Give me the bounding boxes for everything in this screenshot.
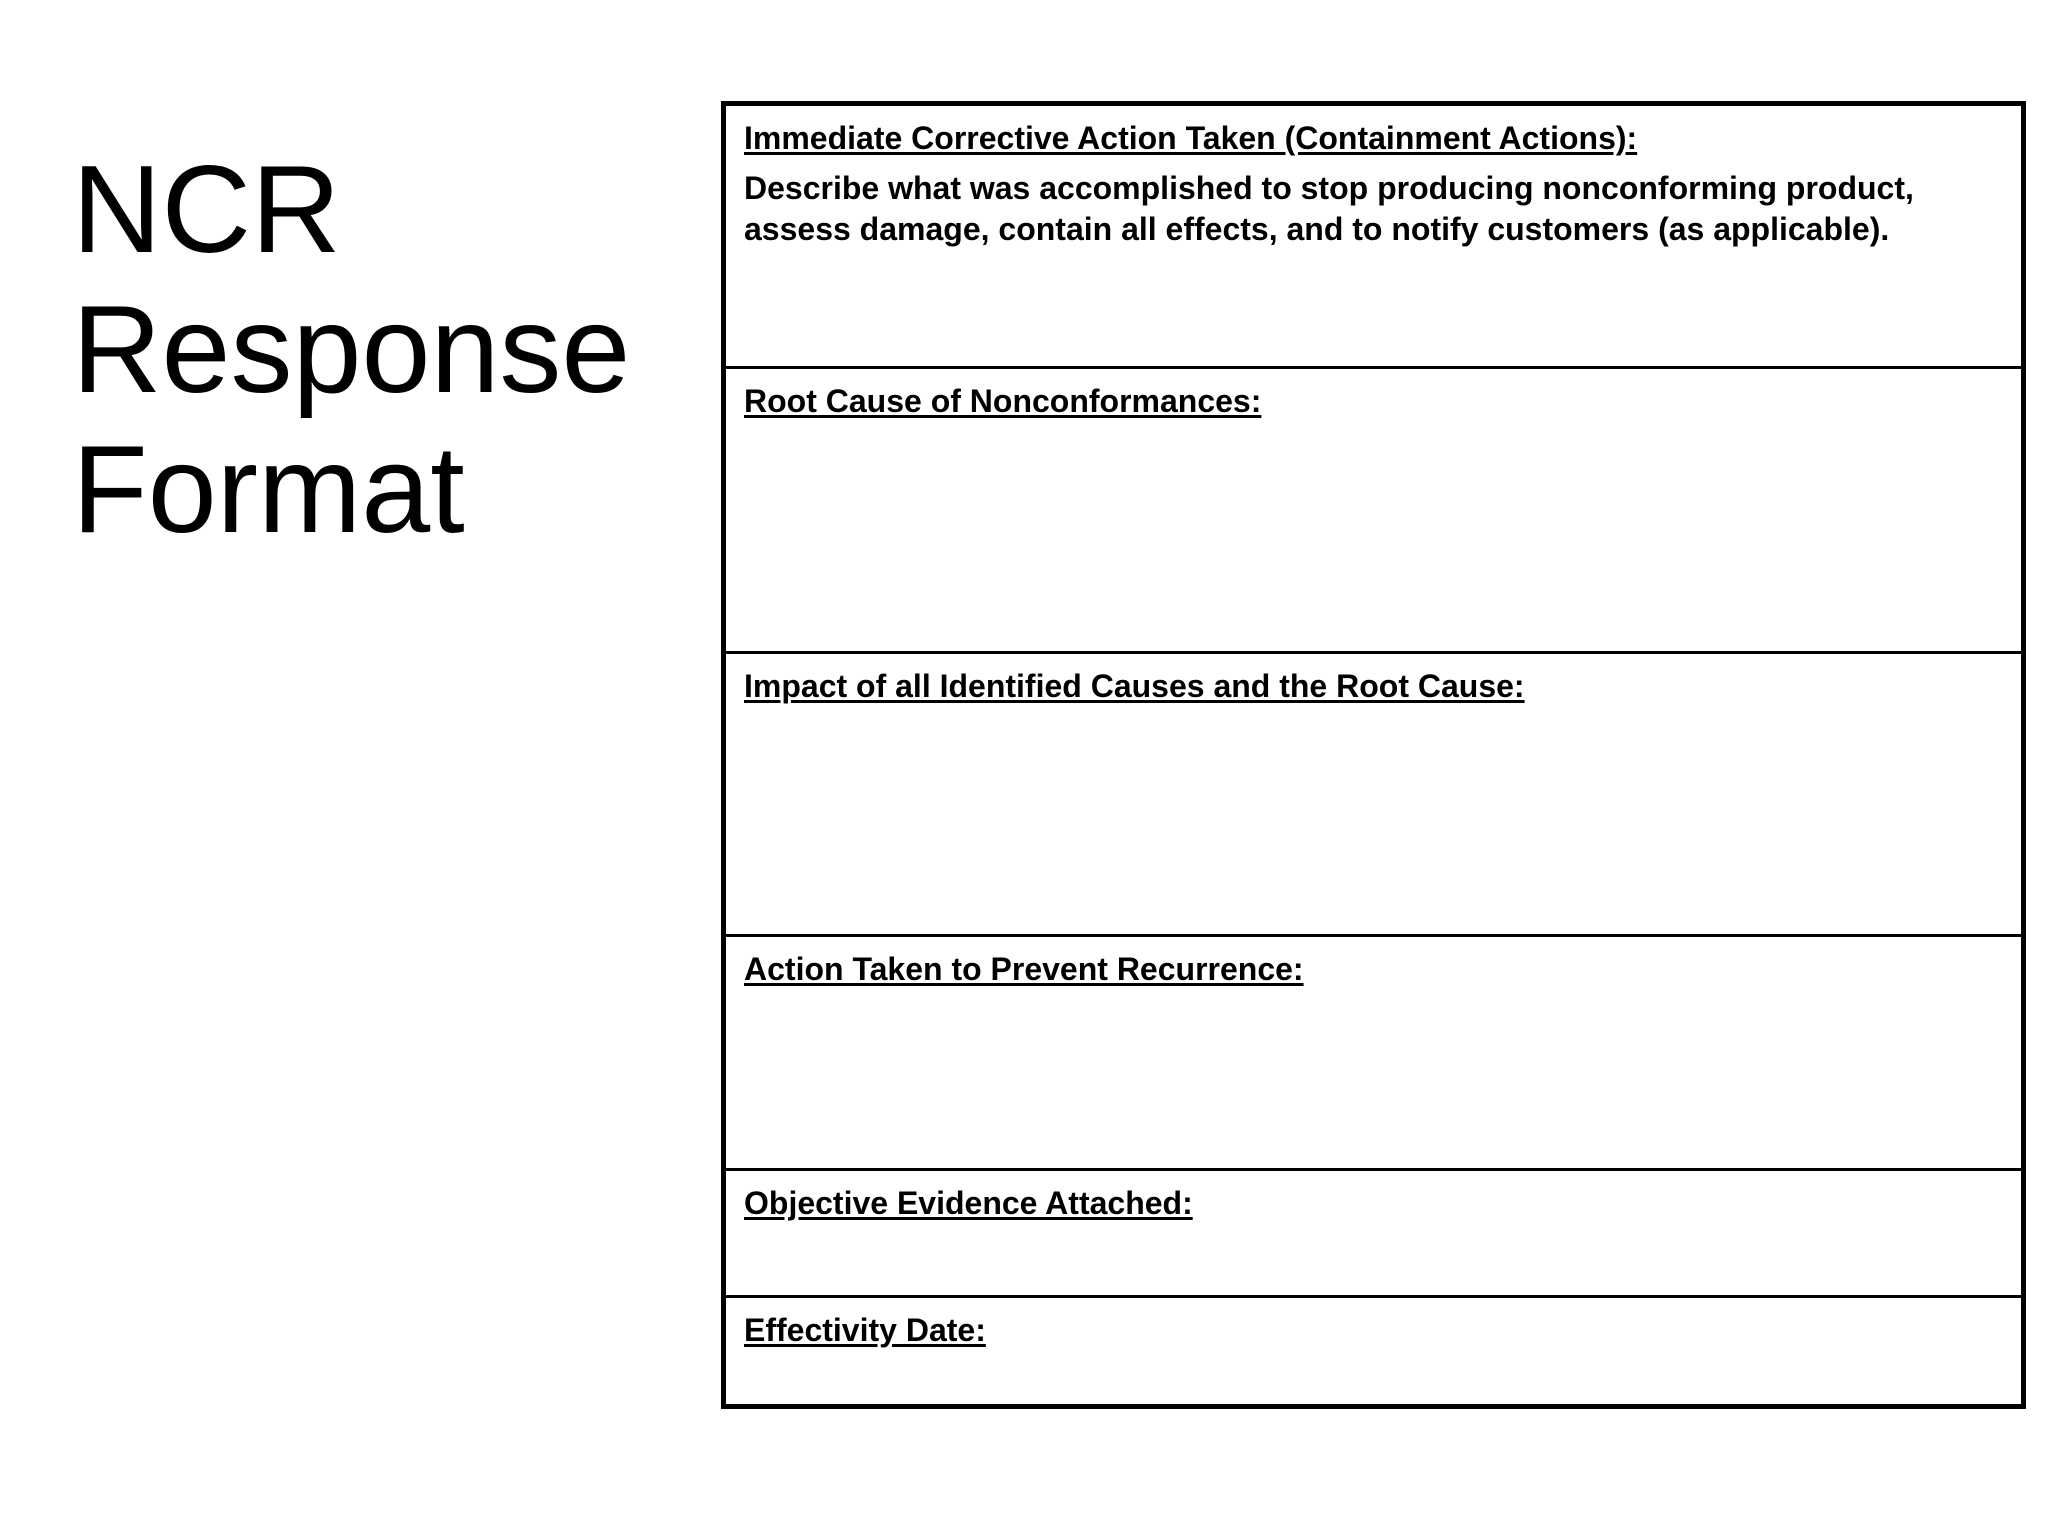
form-row-prevent-recurrence[interactable] — [726, 934, 2021, 1168]
form-row-impact[interactable] — [726, 651, 2021, 934]
slide-title — [72, 140, 672, 560]
row-heading-root-cause: Root Cause of Nonconformances: — [744, 383, 1262, 419]
row-heading-prevent-recurrence: Action Taken to Prevent Recurrence: — [744, 951, 1304, 987]
slide-title-line: NCR — [72, 141, 341, 279]
row-heading-effectivity-date: Effectivity Date: — [744, 1312, 986, 1348]
form-row-root-cause[interactable] — [726, 366, 2021, 651]
slide-title-line: Response — [72, 281, 631, 419]
slide-title-line: Format — [72, 421, 465, 559]
form-row-objective-evidence[interactable] — [726, 1168, 2021, 1295]
form-row-effectivity-date[interactable] — [726, 1295, 2021, 1404]
row-heading-containment-actions: Immediate Corrective Action Taken (Containment Actions): — [744, 120, 1638, 156]
description-line: Describe what was accomplished to stop producing nonconforming product, — [744, 170, 1914, 206]
description-line: assess damage, contain all effects, and to notify customers (as applicable). — [744, 211, 1890, 247]
form-row-containment-actions[interactable] — [726, 106, 2021, 366]
row-heading-objective-evidence: Objective Evidence Attached: — [744, 1185, 1193, 1221]
row-description-containment-actions — [744, 168, 2003, 250]
ncr-response-form — [721, 101, 2026, 1409]
row-heading-impact: Impact of all Identified Causes and the Root Cause: — [744, 668, 1525, 704]
